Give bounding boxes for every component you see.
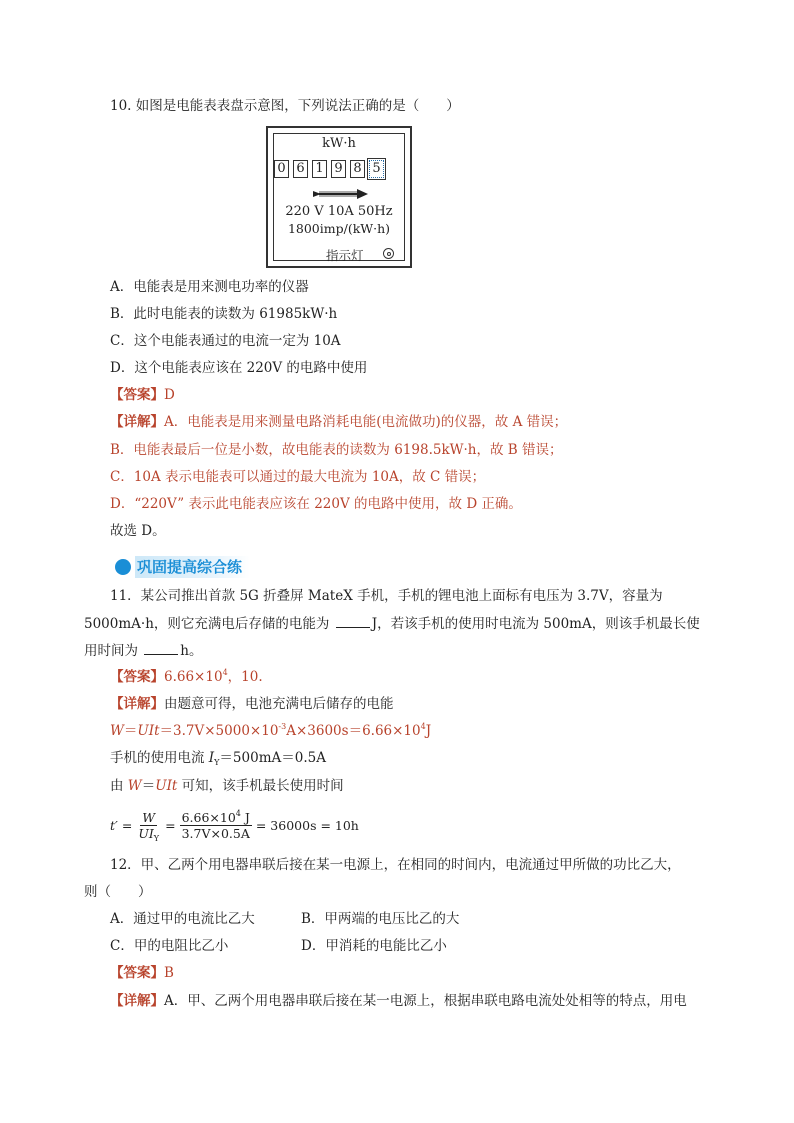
detail-text: A．电能表是用来测量电路消耗电能(电流做功)的仪器，故 A 错误； — [164, 414, 568, 430]
meter-digit: 1 — [312, 160, 327, 178]
detail-text: 可知，该手机最长使用时间 — [177, 778, 344, 794]
meter-lamp-label: 指示灯 — [326, 248, 364, 263]
meter-digits — [274, 160, 384, 178]
eq-sign: ＝ — [141, 778, 156, 794]
q12-option-c: C．甲的电阻比乙小 — [110, 938, 229, 954]
detail-text: 手机的使用电流 — [110, 750, 209, 766]
detail-text: 由 — [110, 778, 128, 794]
q10-detail-3: C．10A 表示电能表可以通过的最大电流为 10A，故 C 错误； — [110, 469, 486, 485]
eq-symbol: UIt — [155, 778, 178, 794]
eq-text: A×3600s＝6.66×10 — [286, 723, 421, 739]
q10-stem: 10. 如图是电能表表盘示意图，下列说法正确的是（ ） — [110, 98, 460, 114]
eq-sign: ＝ — [123, 723, 138, 739]
eq-exponent: 4 — [420, 722, 426, 731]
fraction-denominator — [136, 826, 161, 841]
q10-detail-1 — [110, 412, 567, 432]
detail-tag: 【详解】 — [110, 414, 164, 430]
eq-symbol: t′ = — [110, 818, 133, 833]
q11-detail-1 — [110, 694, 394, 714]
q10-option-c: C．这个电能表通过的电流一定为 10A — [110, 333, 341, 349]
eq-exponent: 4 — [235, 809, 241, 818]
q12-answer — [110, 963, 174, 983]
meter-digit: 9 — [331, 160, 346, 178]
detail-text: A．甲、乙两个用电器串联后接在某一电源上，根据串联电路电流处处相等的特点，用电 — [164, 993, 687, 1009]
q11-detail-2 — [110, 748, 326, 768]
eq-sign: = — [165, 818, 176, 833]
detail-text: ＝500mA＝0.5A — [219, 750, 326, 766]
eq-text: J — [240, 810, 250, 825]
meter-digit: 8 — [350, 160, 365, 178]
meter-unit: kW·h — [322, 136, 356, 151]
q11-line-1: 11．某公司推出首款 5G 折叠屏 MateX 手机，手机的锂电池上面标有电压为 3.7V，容量为 — [110, 588, 663, 604]
fraction-numerator: W — [142, 810, 156, 825]
q11-text: J，若该手机的使用时电流为 500mA，则该手机最长使 — [371, 616, 700, 632]
meter-digit: 6 — [293, 160, 308, 178]
answer-exponent: 4 — [222, 668, 228, 677]
meter-constant: 1800imp/(kW·h) — [287, 221, 391, 236]
q12-option-d: D．甲消耗的电能比乙小 — [301, 938, 447, 954]
section-title: 巩固提高综合练 — [135, 556, 250, 578]
meter-digit: 0 — [274, 160, 289, 178]
detail-text: 由题意可得，电池充满电后储存的电能 — [164, 696, 394, 712]
q11-line-2 — [84, 613, 700, 634]
q11-equation-1 — [110, 721, 431, 741]
q12-line-2: 则（ ） — [84, 884, 152, 900]
section-header — [115, 556, 250, 578]
answer-blank — [144, 640, 178, 655]
meter-rating: 220 V 10A 50Hz — [285, 204, 393, 219]
eq-text: J — [425, 723, 432, 739]
eq-symbol: W — [110, 723, 124, 739]
q11-text: 用时间为 — [84, 643, 143, 659]
eq-result: = 36000s = 10h — [255, 818, 359, 833]
q12-detail-1 — [110, 991, 687, 1011]
eq-subscript: Y — [153, 834, 160, 843]
electric-meter-diagram — [266, 126, 412, 268]
q10-option-d: D．这个电能表应该在 220V 的电路中使用 — [110, 360, 368, 376]
answer-value: ，10. — [227, 669, 263, 685]
q10-option-b: B．此时电能表的读数为 61985kW·h — [110, 306, 338, 322]
eq-symbol: I — [208, 750, 215, 766]
q11-detail-3 — [110, 776, 344, 796]
q10-option-a: A．电能表是用来测电功率的仪器 — [110, 279, 309, 295]
answer-blank — [336, 613, 370, 628]
q10-detail-4: D．“220V” 表示此电能表应该在 220V 的电路中使用，故 D 正确。 — [110, 496, 522, 512]
indicator-lamp-icon — [383, 248, 394, 259]
answer-tag: 【答案】 — [110, 965, 164, 981]
detail-tag: 【详解】 — [110, 696, 164, 712]
q12-line-1: 12．甲、乙两个用电器串联后接在某一电源上，在相同的时间内，电流通过甲所做的功比乙大， — [110, 857, 681, 873]
answer-tag: 【答案】 — [110, 387, 164, 403]
detail-tag: 【详解】 — [110, 993, 164, 1009]
fraction-w-over-ui — [136, 810, 161, 841]
answer-value: B — [164, 965, 174, 981]
fraction-numerator — [180, 810, 252, 826]
answer-tag: 【答案】 — [110, 669, 164, 685]
eq-text: ＝3.7V×5000×10 — [159, 723, 279, 739]
q11-text: 5000mA·h，则它充满电后存储的电能为 — [84, 616, 334, 632]
q10-answer — [110, 385, 175, 405]
meter-direction-arrow-icon — [313, 188, 369, 200]
q12-option-a: A．通过甲的电流比乙大 — [110, 911, 255, 927]
fraction-denominator: 3.7V×0.5A — [181, 826, 250, 841]
eq-text: 6.66×10 — [181, 810, 236, 825]
answer-value: D — [164, 387, 175, 403]
q10-detail-2: B．电能表最后一位是小数，故电能表的读数为 6198.5kW·h，故 B 错误； — [110, 442, 563, 458]
eq-symbol: UIt — [137, 723, 160, 739]
section-bullet-icon — [115, 559, 131, 575]
q11-equation-2 — [110, 810, 359, 841]
eq-subscript: Y — [214, 758, 220, 767]
eq-symbol: W — [127, 778, 142, 794]
q11-line-3 — [84, 640, 203, 661]
fraction-values — [180, 810, 252, 841]
q10-conclusion: 故选 D。 — [110, 523, 166, 539]
q11-answer — [110, 667, 263, 687]
q11-text: h。 — [180, 643, 203, 659]
eq-symbol: UI — [138, 826, 154, 841]
q12-option-b: B．甲两端的电压比乙的大 — [301, 911, 460, 927]
eq-exponent: -3 — [278, 722, 287, 731]
meter-digit-decimal: 5 — [369, 160, 384, 178]
answer-value: 6.66×10 — [164, 669, 223, 685]
